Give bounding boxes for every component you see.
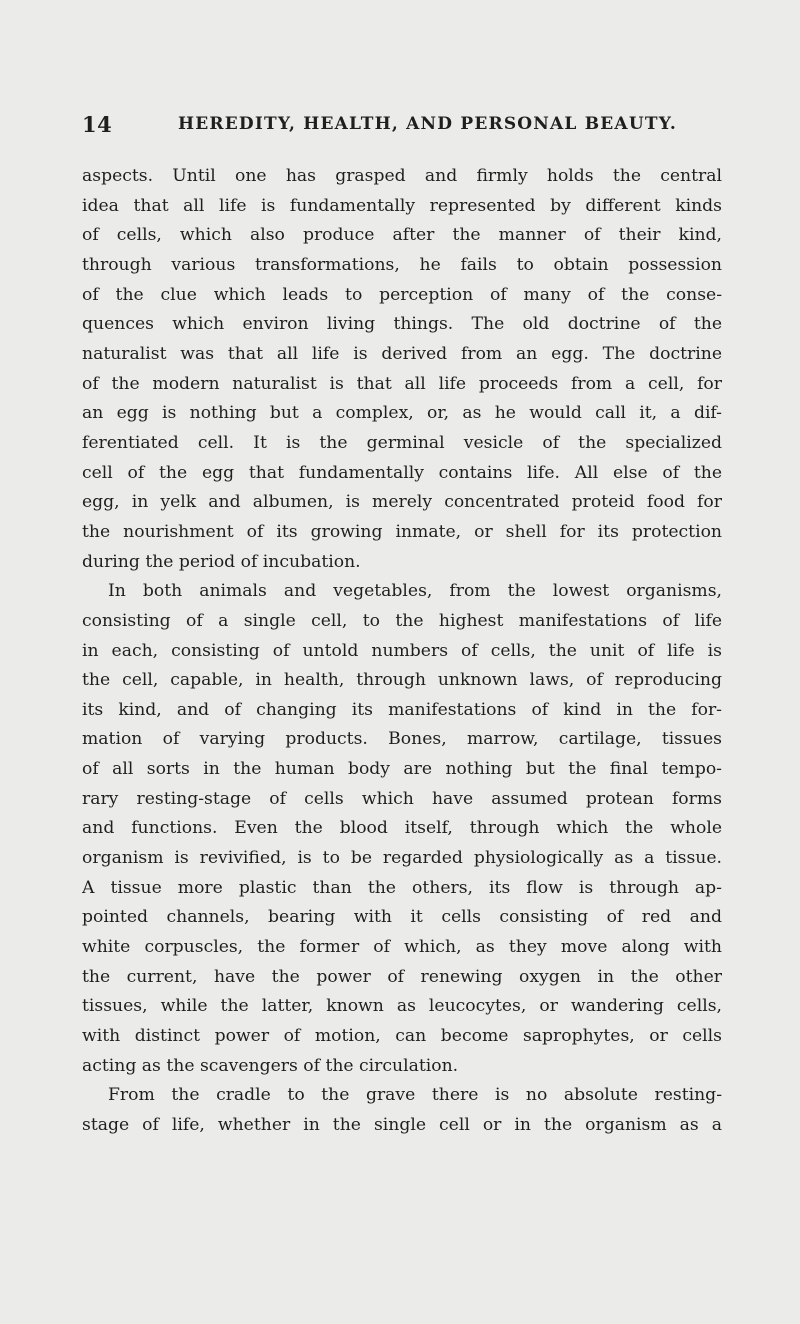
text-line: of all sorts in the human body are nothing but the final tempo-	[82, 759, 722, 780]
page-number: 14	[82, 112, 113, 137]
text-line: the nourishment of its growing inmate, or shell for its protection	[82, 521, 722, 542]
text-line: mation of varying products. Bones, marrow, cartilage, tissues	[82, 729, 722, 750]
text-line: in each, consisting of untold numbers of cells, the unit of life is	[82, 640, 722, 661]
text-line: ferentiated cell. It is the germinal vesicle of the specialized	[82, 432, 722, 453]
text-line: organism is revivified, is to be regarded physiologically as a tissue.	[82, 848, 722, 869]
text-line: with distinct power of motion, can become saprophytes, or cells	[82, 1026, 722, 1047]
running-title: HEREDITY, HEALTH, AND PERSONAL BEAUTY.	[178, 114, 677, 134]
text-line: egg, in yelk and albumen, is merely concentrated proteid food for	[82, 492, 722, 513]
body-text	[82, 162, 722, 1141]
text-line: aspects. Until one has grasped and firmly holds the central	[82, 166, 722, 186]
text-line: of cells, which also produce after the manner of their kind,	[82, 225, 722, 246]
text-line: A tissue more plastic than the others, its flow is through ap-	[82, 877, 722, 898]
text-line: an egg is nothing but a complex, or, as he would call it, a dif-	[82, 403, 722, 424]
text-line: In both animals and vegetables, from the lowest organisms,	[108, 581, 722, 602]
text-line: acting as the scavengers of the circulation.	[82, 1055, 459, 1076]
text-line: From the cradle to the grave there is no absolute resting-	[108, 1085, 722, 1106]
text-line: white corpuscles, the former of which, as they move along with	[82, 937, 722, 958]
text-line: naturalist was that all life is derived from an egg. The doctrine	[82, 343, 722, 364]
text-line: of the modern naturalist is that all life proceeds from a cell, for	[82, 373, 722, 394]
text-line: pointed channels, bearing with it cells consisting of red and	[82, 907, 722, 928]
text-line: and functions. Even the blood itself, through which the whole	[82, 818, 722, 839]
text-line: idea that all life is fundamentally represented by different kinds	[82, 195, 722, 216]
text-line: the cell, capable, in health, through unknown laws, of reproducing	[82, 670, 722, 691]
text-line: the current, have the power of renewing oxygen in the other	[82, 966, 722, 987]
text-line: consisting of a single cell, to the highest manifestations of life	[82, 610, 722, 631]
text-line: stage of life, whether in the single cell or in the organism as a	[82, 1115, 722, 1135]
text-line: of the clue which leads to perception of many of the conse-	[82, 284, 722, 305]
text-line: its kind, and of changing its manifestations of kind in the for-	[82, 699, 722, 720]
text-line: tissues, while the latter, known as leucocytes, or wandering cells,	[82, 996, 722, 1017]
text-line: rary resting-stage of cells which have assumed protean forms	[82, 788, 722, 809]
text-line: quences which environ living things. The old doctrine of the	[82, 314, 722, 335]
running-head	[82, 112, 722, 142]
text-line: during the period of incubation.	[82, 551, 361, 572]
text-line: through various transformations, he fails to obtain possession	[82, 254, 722, 275]
text-line: cell of the egg that fundamentally contains life. All else of the	[82, 462, 722, 483]
